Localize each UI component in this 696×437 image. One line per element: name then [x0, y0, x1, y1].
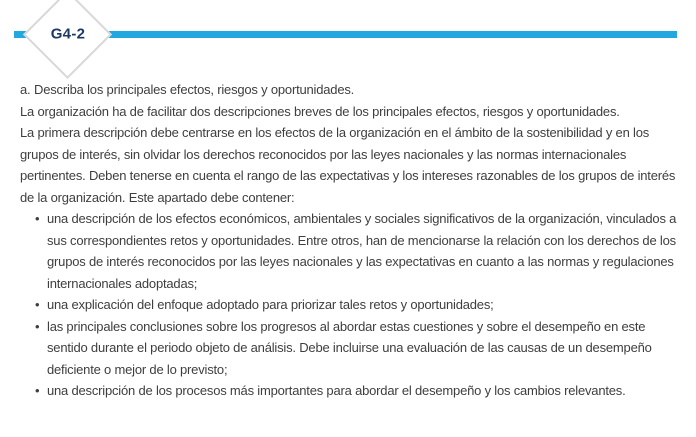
- bullet-item-4: • una descripción de los procesos más importantes para abordar el desempeño y los cambios relevantes.: [34, 380, 679, 402]
- indicator-badge-label: G4-2: [50, 25, 86, 43]
- bullet-item-1: • una descripción de los efectos económicos, ambientales y sociales significativos de la organización, vinculados a sus correspondientes retos y oportunidades. Entre otros, han de mencionarse la relación con los derechos de los grupos de interés reconocidos por las leyes nacionales y las expectativas en cuanto a las normas y regulaciones internacionales adoptadas;: [34, 208, 679, 294]
- clause-a: [20, 79, 679, 101]
- bullet-item-3: • las principales conclusiones sobre los progresos al abordar estas cuestiones y sobre el desempeño en este sentido durante el periodo objeto de análisis. Debe incluirse una evaluación de las causas de un desempeño deficiente o mejor de lo previsto;: [34, 316, 679, 381]
- page-header: [0, 0, 696, 80]
- bullet-item-2: • una explicación del enfoque adoptado para priorizar tales retos y oportunidades;: [34, 294, 679, 316]
- clause-letter: a.: [20, 82, 31, 97]
- guideline-content: [20, 79, 679, 402]
- clause-title: Describa los principales efectos, riesgos y oportunidades.: [34, 82, 355, 97]
- body-paragraph: La primera descripción debe centrarse en los efectos de la organización en el ámbito de la sostenibilidad y en los grupos de interés, sin olvidar los derechos reconocidos por las leyes nacionales y las normas internacionales pertinentes. Deben tenerse en cuenta el rango de las expectativas y los intereses razonables de los grupos de interés de la organización. Este apartado debe contener:: [20, 125, 676, 205]
- intro-paragraph: La organización ha de facilitar dos descripciones breves de los principales efectos, riesgos y oportunidades.: [20, 103, 620, 119]
- header-rule-line: [14, 31, 677, 38]
- bullet-list: [34, 208, 679, 402]
